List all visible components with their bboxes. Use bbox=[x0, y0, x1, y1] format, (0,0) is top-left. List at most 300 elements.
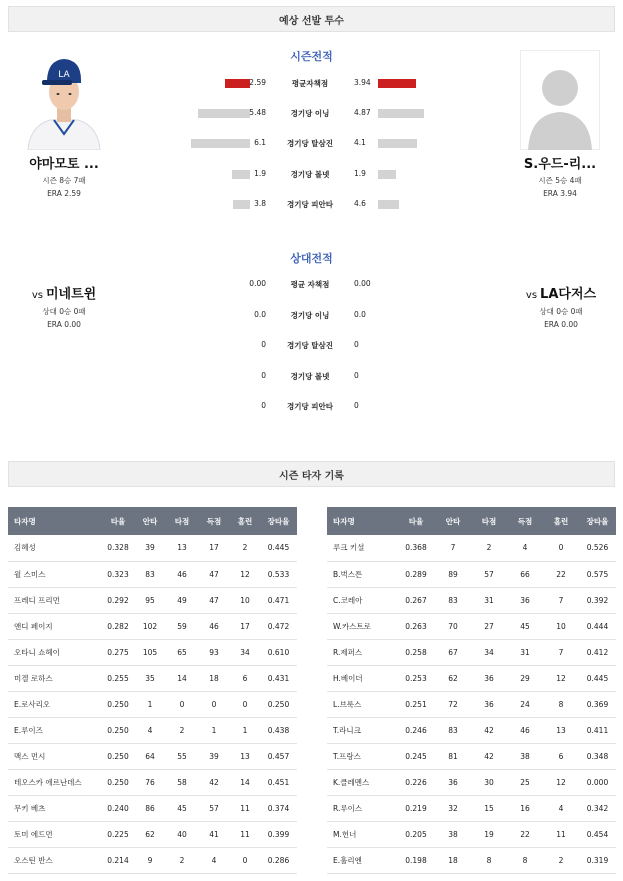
table-row[interactable] bbox=[327, 795, 616, 821]
stat-label: 평균 자책점 bbox=[290, 280, 330, 289]
stat-cell: 15 bbox=[471, 795, 507, 821]
column-header[interactable]: 홈런 bbox=[543, 507, 579, 535]
section-title: 예상 선발 투수 bbox=[279, 15, 344, 27]
stat-cell: 0.289 bbox=[397, 561, 435, 587]
column-header[interactable]: 득점 bbox=[198, 507, 230, 535]
stat-cell: 27 bbox=[471, 613, 507, 639]
column-header[interactable]: 타자명 bbox=[8, 507, 102, 535]
left-batter-table bbox=[8, 507, 297, 874]
right-stat-value: 4.87 bbox=[354, 108, 371, 117]
batter-name-cell[interactable]: 미겔 로하스 bbox=[8, 665, 102, 691]
stat-cell: 0.342 bbox=[579, 795, 616, 821]
stat-cell: 105 bbox=[134, 639, 166, 665]
stat-cell: 0.610 bbox=[260, 639, 297, 665]
stat-cell: 0 bbox=[166, 691, 198, 717]
stat-cell: 0.245 bbox=[397, 743, 435, 769]
table-header-row bbox=[327, 507, 616, 535]
stat-cell: 65 bbox=[166, 639, 198, 665]
table-row[interactable] bbox=[327, 821, 616, 847]
stat-cell: 81 bbox=[435, 743, 471, 769]
h2h-stat-row bbox=[160, 400, 460, 414]
left-vs-era: ERA 0.00 bbox=[47, 320, 81, 329]
stat-cell: 67 bbox=[435, 639, 471, 665]
right-pitcher-name[interactable]: S.우드-리... bbox=[523, 157, 597, 172]
stat-cell: 36 bbox=[471, 665, 507, 691]
batter-name-cell[interactable]: E.로사리오 bbox=[8, 691, 102, 717]
stat-cell: 18 bbox=[198, 665, 230, 691]
stat-cell: 0.328 bbox=[102, 535, 134, 561]
stat-cell: 89 bbox=[435, 561, 471, 587]
right-pitcher-card[interactable] bbox=[510, 50, 610, 198]
table-row[interactable] bbox=[327, 743, 616, 769]
batter-name-cell[interactable]: M.헌너 bbox=[327, 821, 397, 847]
stat-cell: 11 bbox=[543, 821, 579, 847]
stat-cell: 9 bbox=[134, 847, 166, 873]
stat-cell: 19 bbox=[471, 821, 507, 847]
batter-name-cell[interactable]: R.제퍼스 bbox=[327, 639, 397, 665]
left-pitcher-era: ERA 2.59 bbox=[47, 189, 81, 198]
stat-cell: 46 bbox=[166, 561, 198, 587]
stat-cell: 0.251 bbox=[397, 691, 435, 717]
stat-cell: 32 bbox=[435, 795, 471, 821]
stat-cell: 0.225 bbox=[102, 821, 134, 847]
left-h2h-value: 0 bbox=[261, 401, 266, 410]
right-vs-team bbox=[518, 287, 604, 303]
right-pitcher-photo bbox=[520, 50, 600, 150]
stat-cell: 39 bbox=[198, 743, 230, 769]
stat-cell: 49 bbox=[166, 587, 198, 613]
right-stat-bar bbox=[378, 139, 417, 148]
stat-cell: 36 bbox=[471, 691, 507, 717]
stat-cell: 47 bbox=[198, 561, 230, 587]
left-pitcher-photo bbox=[24, 50, 104, 150]
stat-cell: 18 bbox=[435, 847, 471, 873]
stat-cell: 0.575 bbox=[579, 561, 616, 587]
stat-cell: 6 bbox=[230, 665, 260, 691]
column-header[interactable]: 홈런 bbox=[230, 507, 260, 535]
stat-label: 경기당 탈삼진 bbox=[286, 341, 334, 350]
stat-cell: 7 bbox=[435, 535, 471, 561]
stat-cell: 0.250 bbox=[102, 717, 134, 743]
right-vs-team-name: LA다저스 bbox=[540, 287, 597, 302]
batter-name-cell[interactable]: 앤디 페이지 bbox=[8, 613, 102, 639]
section-title: 시즌 타자 기록 bbox=[279, 470, 344, 482]
table-row[interactable] bbox=[327, 847, 616, 873]
section-header-starting-pitchers bbox=[8, 6, 615, 32]
stat-cell: 0.412 bbox=[579, 639, 616, 665]
stat-cell: 0.286 bbox=[260, 847, 297, 873]
section-header-batters bbox=[8, 461, 615, 487]
table-row[interactable] bbox=[327, 665, 616, 691]
stat-cell: 42 bbox=[471, 717, 507, 743]
batter-name-cell[interactable]: 프레디 프리먼 bbox=[8, 587, 102, 613]
batter-name-cell[interactable]: H.베이더 bbox=[327, 665, 397, 691]
stat-cell: 47 bbox=[198, 587, 230, 613]
stat-cell: 2 bbox=[166, 847, 198, 873]
table-row[interactable] bbox=[327, 535, 616, 561]
column-header[interactable]: 안타 bbox=[134, 507, 166, 535]
stat-cell: 38 bbox=[435, 821, 471, 847]
stat-cell: 36 bbox=[435, 769, 471, 795]
column-header[interactable]: 득점 bbox=[507, 507, 543, 535]
stat-cell: 0.250 bbox=[102, 743, 134, 769]
batter-name-cell[interactable]: 무키 베츠 bbox=[8, 795, 102, 821]
left-h2h-value: 0 bbox=[261, 371, 266, 380]
stat-cell: 0.226 bbox=[397, 769, 435, 795]
stat-cell: 0.323 bbox=[102, 561, 134, 587]
stat-cell: 0.374 bbox=[260, 795, 297, 821]
right-h2h-value: 0 bbox=[354, 340, 359, 349]
stat-cell: 62 bbox=[435, 665, 471, 691]
stat-cell: 40 bbox=[166, 821, 198, 847]
stat-cell: 11 bbox=[230, 795, 260, 821]
stat-cell: 0.369 bbox=[579, 691, 616, 717]
stat-cell: 86 bbox=[134, 795, 166, 821]
stat-cell: 0 bbox=[198, 691, 230, 717]
stat-cell: 0.282 bbox=[102, 613, 134, 639]
stat-cell: 0.445 bbox=[579, 665, 616, 691]
right-h2h-value: 0.00 bbox=[354, 279, 371, 288]
table-row[interactable] bbox=[327, 587, 616, 613]
stat-cell: 2 bbox=[230, 535, 260, 561]
right-stat-bar bbox=[378, 200, 399, 209]
left-pitcher-name[interactable]: 야마모토 ... bbox=[29, 157, 99, 172]
stat-cell: 13 bbox=[230, 743, 260, 769]
batter-name-cell[interactable]: 김혜성 bbox=[8, 535, 102, 561]
table-row[interactable] bbox=[8, 639, 297, 665]
season-stat-row bbox=[160, 137, 460, 151]
left-vs-block bbox=[14, 287, 114, 329]
table-row[interactable] bbox=[327, 769, 616, 795]
stat-cell: 46 bbox=[198, 613, 230, 639]
stat-cell: 4 bbox=[507, 535, 543, 561]
table-row[interactable] bbox=[327, 717, 616, 743]
batter-name-cell[interactable]: W.카스트로 bbox=[327, 613, 397, 639]
stat-cell: 30 bbox=[471, 769, 507, 795]
column-header[interactable]: 장타율 bbox=[260, 507, 297, 535]
stat-cell: 29 bbox=[507, 665, 543, 691]
right-stat-bar bbox=[378, 109, 424, 118]
batter-name-cell[interactable]: T.라니크 bbox=[327, 717, 397, 743]
table-row[interactable] bbox=[8, 691, 297, 717]
season-stat-row bbox=[160, 198, 460, 212]
stat-cell: 0.471 bbox=[260, 587, 297, 613]
left-vs-team-name: 미네트윈 bbox=[45, 287, 97, 302]
stat-cell: 0.250 bbox=[260, 691, 297, 717]
table-header-row bbox=[8, 507, 297, 535]
stat-cell: 31 bbox=[471, 587, 507, 613]
stat-cell: 0.454 bbox=[579, 821, 616, 847]
stat-cell: 0.526 bbox=[579, 535, 616, 561]
stat-cell: 0.348 bbox=[579, 743, 616, 769]
stat-cell: 42 bbox=[198, 769, 230, 795]
h2h-stat-row bbox=[160, 370, 460, 384]
stat-cell: 34 bbox=[471, 639, 507, 665]
stat-cell: 64 bbox=[134, 743, 166, 769]
stat-cell: 66 bbox=[507, 561, 543, 587]
batter-name-cell[interactable]: 루크 키셜 bbox=[327, 535, 397, 561]
stat-cell: 13 bbox=[543, 717, 579, 743]
stat-cell: 34 bbox=[230, 639, 260, 665]
h2h-stat-row bbox=[160, 309, 460, 323]
table-row[interactable] bbox=[8, 561, 297, 587]
batter-name-cell[interactable]: E.훌리엔 bbox=[327, 847, 397, 873]
batter-name-cell[interactable]: 테오스카 에르난데스 bbox=[8, 769, 102, 795]
stat-cell: 13 bbox=[166, 535, 198, 561]
stat-cell: 76 bbox=[134, 769, 166, 795]
right-stat-bar bbox=[378, 170, 396, 179]
stat-cell: 59 bbox=[166, 613, 198, 639]
stat-cell: 0.451 bbox=[260, 769, 297, 795]
stat-cell: 0.205 bbox=[397, 821, 435, 847]
stat-cell: 2 bbox=[166, 717, 198, 743]
stat-cell: 17 bbox=[198, 535, 230, 561]
stat-cell: 0.250 bbox=[102, 769, 134, 795]
stat-cell: 8 bbox=[543, 691, 579, 717]
left-stat-value: 5.48 bbox=[249, 108, 266, 117]
stat-cell: 7 bbox=[543, 587, 579, 613]
stat-cell: 0.240 bbox=[102, 795, 134, 821]
left-vs-record: 상대 0승 0패 bbox=[42, 307, 86, 316]
batter-name-cell[interactable]: 오스틴 반스 bbox=[8, 847, 102, 873]
table-row[interactable] bbox=[8, 613, 297, 639]
table-row[interactable] bbox=[327, 639, 616, 665]
batter-name-cell[interactable]: E.루이즈 bbox=[8, 717, 102, 743]
stat-cell: 72 bbox=[435, 691, 471, 717]
stat-label: 경기당 볼넷 bbox=[290, 372, 330, 381]
stat-cell: 0.275 bbox=[102, 639, 134, 665]
right-batter-table bbox=[327, 507, 616, 874]
column-header[interactable]: 타점 bbox=[166, 507, 198, 535]
stat-cell: 14 bbox=[230, 769, 260, 795]
stat-cell: 7 bbox=[543, 639, 579, 665]
stat-cell: 4 bbox=[543, 795, 579, 821]
stat-cell: 2 bbox=[471, 535, 507, 561]
stat-cell: 22 bbox=[543, 561, 579, 587]
season-stat-row bbox=[160, 77, 460, 91]
head-to-head-title: 상대전적 bbox=[290, 252, 333, 265]
stat-cell: 0.533 bbox=[260, 561, 297, 587]
stat-label: 경기당 탈삼진 bbox=[286, 139, 334, 148]
stat-cell: 70 bbox=[435, 613, 471, 639]
stat-cell: 0.263 bbox=[397, 613, 435, 639]
left-stat-value: 1.9 bbox=[254, 169, 266, 178]
right-stat-value: 4.6 bbox=[354, 199, 366, 208]
vs-label: vs bbox=[525, 290, 538, 301]
stat-cell: 0.399 bbox=[260, 821, 297, 847]
stat-cell: 83 bbox=[435, 587, 471, 613]
table-row[interactable] bbox=[8, 821, 297, 847]
stat-cell: 0.431 bbox=[260, 665, 297, 691]
column-header[interactable]: 안타 bbox=[435, 507, 471, 535]
stat-cell: 45 bbox=[166, 795, 198, 821]
stat-cell: 6 bbox=[543, 743, 579, 769]
stat-cell: 83 bbox=[134, 561, 166, 587]
stat-cell: 4 bbox=[198, 847, 230, 873]
stat-cell: 0.292 bbox=[102, 587, 134, 613]
stat-cell: 0.250 bbox=[102, 691, 134, 717]
stat-cell: 1 bbox=[230, 717, 260, 743]
stat-cell: 0.267 bbox=[397, 587, 435, 613]
stat-cell: 41 bbox=[198, 821, 230, 847]
right-pitcher-era: ERA 3.94 bbox=[543, 189, 577, 198]
right-stat-bar bbox=[378, 79, 416, 88]
table-row[interactable] bbox=[8, 743, 297, 769]
stat-cell: 95 bbox=[134, 587, 166, 613]
stat-cell: 14 bbox=[166, 665, 198, 691]
batter-name-cell[interactable]: T.프랑스 bbox=[327, 743, 397, 769]
stat-cell: 0.246 bbox=[397, 717, 435, 743]
stat-cell: 39 bbox=[134, 535, 166, 561]
left-h2h-value: 0.00 bbox=[249, 279, 266, 288]
left-h2h-value: 0 bbox=[261, 340, 266, 349]
stat-cell: 0.411 bbox=[579, 717, 616, 743]
stat-cell: 12 bbox=[543, 769, 579, 795]
stat-cell: 4 bbox=[134, 717, 166, 743]
stat-label: 경기당 피안타 bbox=[286, 402, 334, 411]
stat-cell: 102 bbox=[134, 613, 166, 639]
table-row[interactable] bbox=[8, 587, 297, 613]
stat-cell: 46 bbox=[507, 717, 543, 743]
table-row[interactable] bbox=[8, 795, 297, 821]
season-record-title: 시즌전적 bbox=[290, 50, 333, 63]
stat-cell: 0 bbox=[543, 535, 579, 561]
stat-label: 평균자책점 bbox=[291, 79, 329, 88]
stat-cell: 42 bbox=[471, 743, 507, 769]
batter-name-cell[interactable]: L.브룩스 bbox=[327, 691, 397, 717]
stat-cell: 36 bbox=[507, 587, 543, 613]
batter-name-cell[interactable]: K.클레멘스 bbox=[327, 769, 397, 795]
h2h-stat-row bbox=[160, 278, 460, 292]
svg-text:LA: LA bbox=[58, 70, 70, 80]
stat-cell: 93 bbox=[198, 639, 230, 665]
h2h-stat-row bbox=[160, 339, 460, 353]
left-stat-value: 3.8 bbox=[254, 199, 266, 208]
stat-label: 경기당 이닝 bbox=[290, 311, 330, 320]
column-header[interactable]: 타점 bbox=[471, 507, 507, 535]
batter-name-cell[interactable]: B.벅스튼 bbox=[327, 561, 397, 587]
table-row[interactable] bbox=[327, 691, 616, 717]
batter-name-cell[interactable]: 오타니 쇼헤이 bbox=[8, 639, 102, 665]
stat-cell: 10 bbox=[230, 587, 260, 613]
right-h2h-value: 0.0 bbox=[354, 310, 366, 319]
left-stat-value: 6.1 bbox=[254, 138, 266, 147]
right-vs-era: ERA 0.00 bbox=[544, 320, 578, 329]
left-h2h-value: 0.0 bbox=[254, 310, 266, 319]
stat-cell: 62 bbox=[134, 821, 166, 847]
stat-label: 경기당 피안타 bbox=[286, 200, 334, 209]
stat-cell: 0.438 bbox=[260, 717, 297, 743]
stat-cell: 58 bbox=[166, 769, 198, 795]
table-row[interactable] bbox=[8, 717, 297, 743]
left-pitcher-season-record: 시즌 8승 7패 bbox=[42, 176, 86, 185]
stat-cell: 57 bbox=[471, 561, 507, 587]
table-row[interactable] bbox=[327, 613, 616, 639]
stat-cell: 8 bbox=[471, 847, 507, 873]
stat-cell: 83 bbox=[435, 717, 471, 743]
stat-cell: 0.457 bbox=[260, 743, 297, 769]
stat-cell: 0.472 bbox=[260, 613, 297, 639]
stat-cell: 0.214 bbox=[102, 847, 134, 873]
stat-cell: 38 bbox=[507, 743, 543, 769]
stat-cell: 12 bbox=[230, 561, 260, 587]
batter-name-cell[interactable]: 윌 스미스 bbox=[8, 561, 102, 587]
stat-cell: 1 bbox=[198, 717, 230, 743]
table-row[interactable] bbox=[8, 665, 297, 691]
stat-cell: 45 bbox=[507, 613, 543, 639]
stat-cell: 12 bbox=[543, 665, 579, 691]
stat-label: 경기당 볼넷 bbox=[290, 170, 330, 179]
stat-cell: 0 bbox=[230, 847, 260, 873]
left-pitcher-card[interactable] bbox=[14, 50, 114, 198]
right-h2h-value: 0 bbox=[354, 401, 359, 410]
stat-cell: 0.319 bbox=[579, 847, 616, 873]
right-stat-value: 3.94 bbox=[354, 78, 371, 87]
stat-cell: 0.198 bbox=[397, 847, 435, 873]
stat-cell: 25 bbox=[507, 769, 543, 795]
column-header[interactable]: 타율 bbox=[397, 507, 435, 535]
stat-cell: 8 bbox=[507, 847, 543, 873]
stat-cell: 1 bbox=[134, 691, 166, 717]
table-row[interactable] bbox=[8, 769, 297, 795]
right-stat-value: 4.1 bbox=[354, 138, 366, 147]
batter-name-cell[interactable]: C.코레아 bbox=[327, 587, 397, 613]
table-row[interactable] bbox=[8, 535, 297, 561]
stat-cell: 0.219 bbox=[397, 795, 435, 821]
column-header[interactable]: 타자명 bbox=[327, 507, 397, 535]
stat-label: 경기당 이닝 bbox=[290, 109, 330, 118]
batter-name-cell[interactable]: 맥스 먼시 bbox=[8, 743, 102, 769]
right-pitcher-season-record: 시즌 5승 4패 bbox=[538, 176, 582, 185]
vs-label: vs bbox=[31, 290, 43, 301]
stat-cell: 2 bbox=[543, 847, 579, 873]
stat-cell: 16 bbox=[507, 795, 543, 821]
right-stat-value: 1.9 bbox=[354, 169, 366, 178]
left-vs-team bbox=[14, 287, 114, 303]
left-stat-value: 2.59 bbox=[249, 78, 266, 87]
stat-cell: 0.258 bbox=[397, 639, 435, 665]
stat-cell: 0.368 bbox=[397, 535, 435, 561]
stat-cell: 31 bbox=[507, 639, 543, 665]
stat-cell: 17 bbox=[230, 613, 260, 639]
stat-cell: 11 bbox=[230, 821, 260, 847]
stat-cell: 0.255 bbox=[102, 665, 134, 691]
stat-cell: 35 bbox=[134, 665, 166, 691]
table-row[interactable] bbox=[327, 561, 616, 587]
column-header[interactable]: 타율 bbox=[102, 507, 134, 535]
right-vs-record: 상대 0승 0패 bbox=[539, 307, 583, 316]
player-photo-icon bbox=[24, 50, 104, 150]
batter-name-cell[interactable]: 토미 에드먼 bbox=[8, 821, 102, 847]
column-header[interactable]: 장타율 bbox=[579, 507, 616, 535]
default-avatar-icon bbox=[520, 50, 600, 150]
stat-cell: 0.444 bbox=[579, 613, 616, 639]
season-stat-row bbox=[160, 107, 460, 121]
stat-cell: 0 bbox=[230, 691, 260, 717]
stat-cell: 24 bbox=[507, 691, 543, 717]
stat-cell: 57 bbox=[198, 795, 230, 821]
stat-cell: 10 bbox=[543, 613, 579, 639]
season-stat-row bbox=[160, 168, 460, 182]
batter-name-cell[interactable]: R.루이스 bbox=[327, 795, 397, 821]
stat-cell: 22 bbox=[507, 821, 543, 847]
stat-cell: 55 bbox=[166, 743, 198, 769]
stat-cell: 0.445 bbox=[260, 535, 297, 561]
table-row[interactable] bbox=[8, 847, 297, 873]
right-h2h-value: 0 bbox=[354, 371, 359, 380]
stat-cell: 0.392 bbox=[579, 587, 616, 613]
right-vs-block bbox=[518, 287, 604, 329]
